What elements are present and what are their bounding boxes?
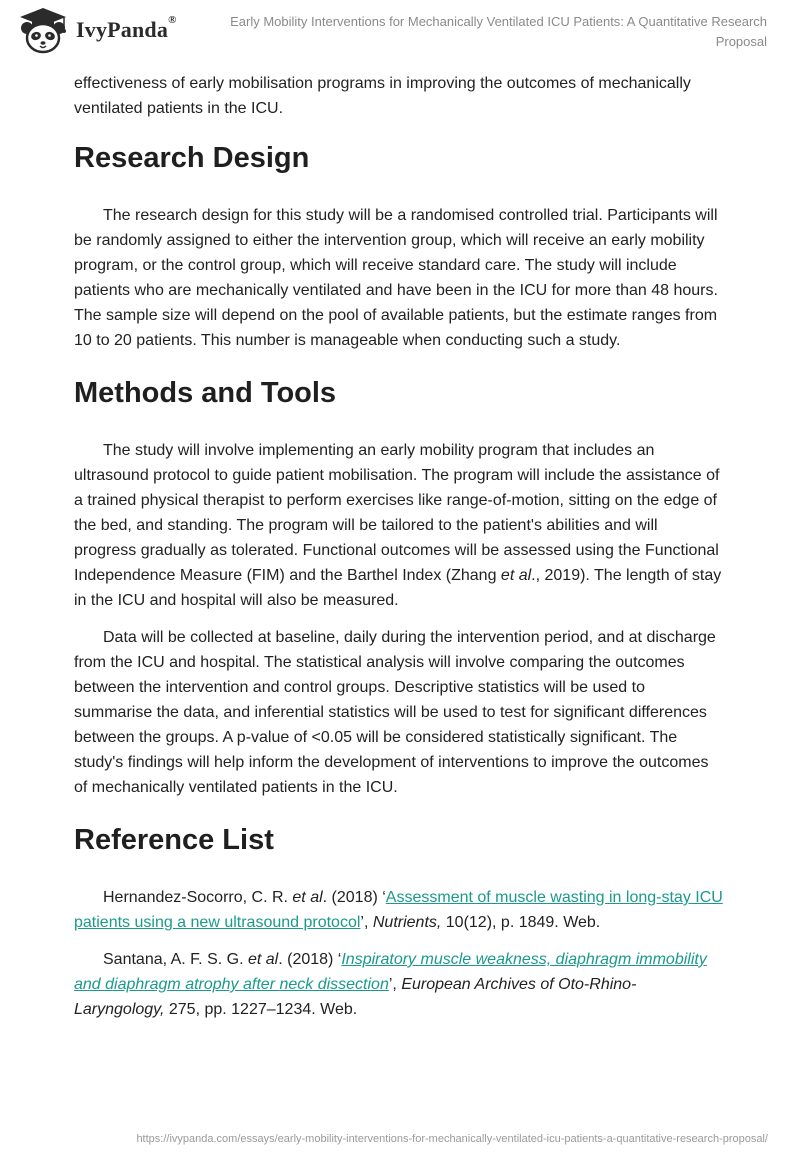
intro-paragraph: effectiveness of early mobilisation programs in improving the outcomes of mechanically ventilated patients in the ICU. — [74, 75, 691, 117]
ivypanda-logo[interactable] — [14, 6, 177, 54]
methods-paragraph-1: The study will involve implementing an early mobility program that includes an ultrasound protocol to guide patient mobilisation. The program will include the assistance of a trained physical therapist to perform exercises like range-of-motion, sitting on the edge of the bed, and standing. The program will be tailored to the patient's abilities and will progress gradually as tolerated. Functional outcomes will be assessed using the Functional Independence Measure (FIM) and the Barthel Index (Zhang et al., 2019). The length of stay in the ICU and hospital will also be measured. — [74, 442, 722, 609]
reference-link[interactable]: Assessment of muscle wasting in long-stay ICU patients using a new ultrasound protocol — [74, 889, 723, 931]
document-title: Early Mobility Interventions for Mechanically Ventilated ICU Patients: A Quantitative Research Proposal — [230, 14, 767, 49]
methods-heading: Methods and Tools — [74, 377, 337, 409]
methods-paragraph-2: Data will be collected at baseline, daily during the intervention period, and at discharge from the ICU and hospital. The statistical analysis will involve comparing the outcomes between the intervention and control groups. Descriptive statistics will be used to summarise the data, and inferential statistics will be used to test for significant differences between the groups. A p-value of <0.05 will be considered statistically significant. The study's findings will help inform the development of interventions to improve the outcomes of mechanically ventilated patients in the ICU. — [74, 629, 716, 796]
reference-list-heading: Reference List — [74, 824, 274, 856]
logo-text: IvyPanda® — [76, 14, 177, 42]
reference-item: Santana, A. F. S. G. et al. (2018) ‘Inspiratory muscle weakness, diaphragm immobility and diaphragm atrophy after neck dissection’, European Archives of Oto-Rhino-Laryngology, 275, pp. 1227–1234. Web. — [74, 951, 707, 1018]
research-design-heading: Research Design — [74, 142, 310, 174]
panda-icon — [14, 6, 72, 54]
reference-item: Hernandez-Socorro, C. R. et al. (2018) ‘Assessment of muscle wasting in long-stay ICU patients using a new ultrasound protocol’, Nutrients, 10(12), p. 1849. Web. — [74, 889, 723, 931]
footer-url[interactable]: https://ivypanda.com/essays/early-mobility-interventions-for-mechanically-ventilated-icu-patients-a-quantitative-research-proposal/ — [136, 1133, 768, 1145]
research-design-paragraph: The research design for this study will be a randomised controlled trial. Participants will be randomly assigned to either the intervention group, which will receive an early mobility program, or the control group, which will receive standard care. The study will include patients who are mechanically ventilated and have been in the ICU for more than 48 hours. The sample size will depend on the pool of available patients, but the estimate ranges from 10 to 20 patients. This number is manageable when conducting such a study. — [74, 207, 718, 349]
essay-content — [74, 71, 724, 1034]
page-header — [0, 0, 800, 60]
reference-link[interactable]: Inspiratory muscle weakness, diaphragm immobility and diaphragm atrophy after neck dissection — [74, 951, 707, 993]
